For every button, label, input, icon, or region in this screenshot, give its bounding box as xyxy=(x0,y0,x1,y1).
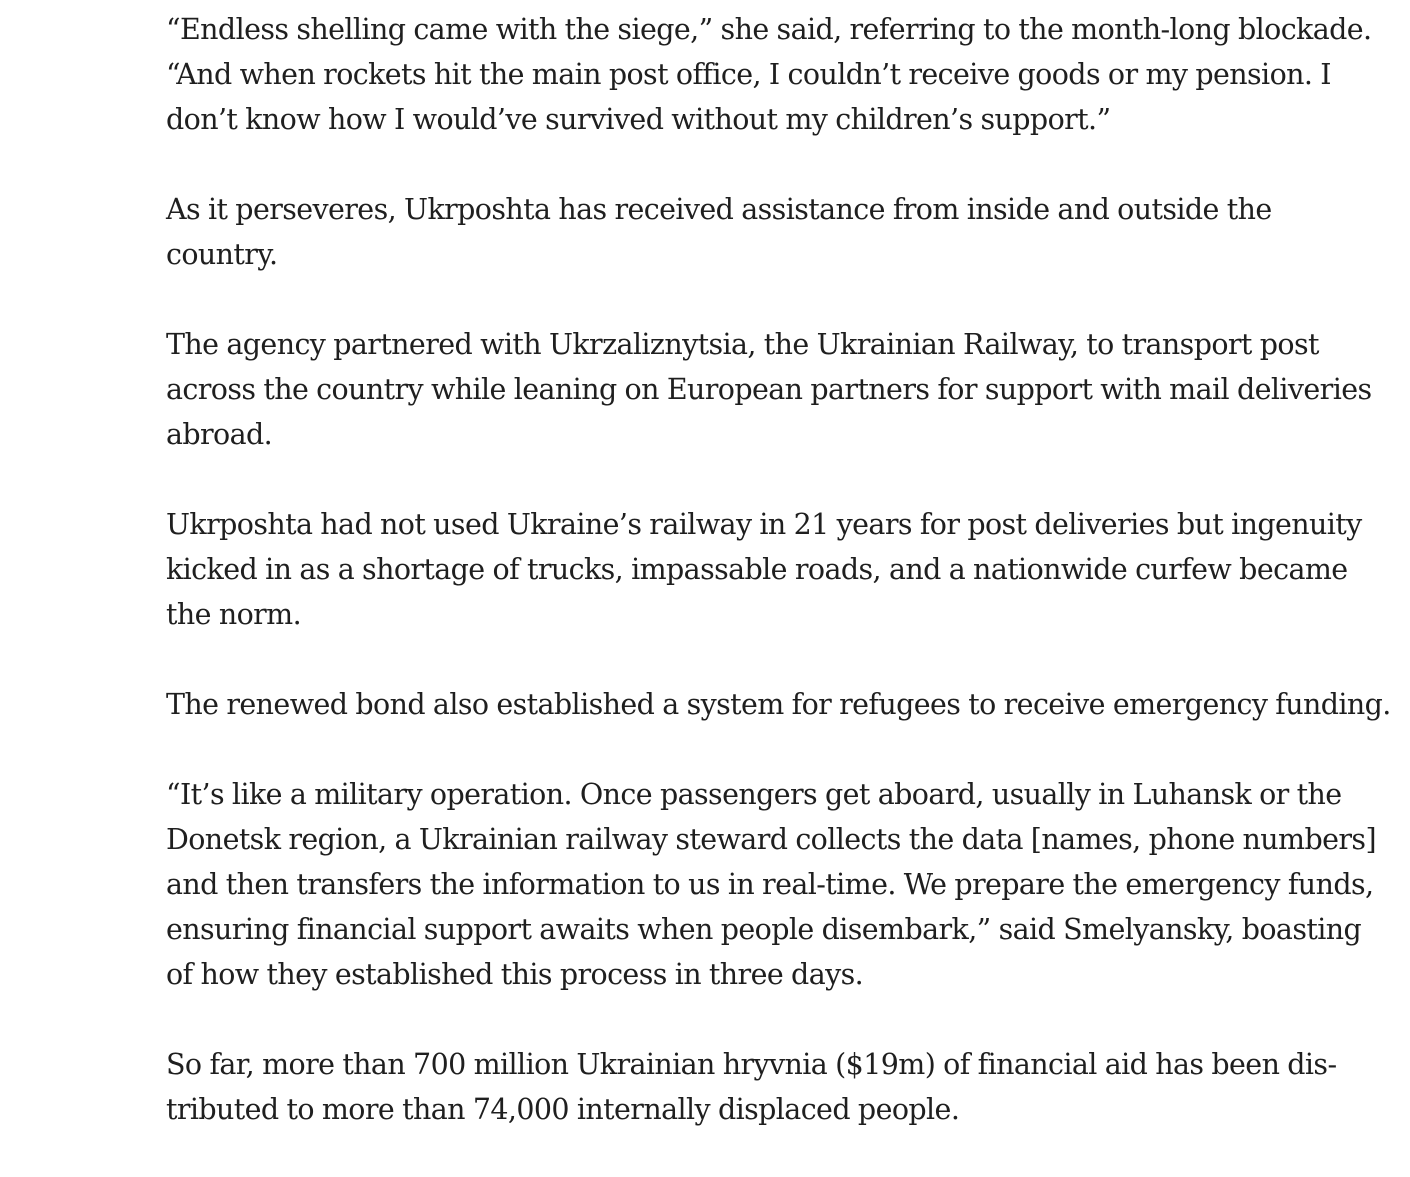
text-line: The renewed bond also established a system for refugees to receive emergency funding. xyxy=(166,688,1391,721)
paragraph-financial-aid xyxy=(166,1042,1337,1132)
text-line: “And when rockets hit the main post office, I couldn’t receive goods or my pension. I xyxy=(166,58,1331,91)
paragraph-refugee-funding xyxy=(166,682,1391,727)
text-line: “It’s like a military operation. Once passengers get aboard, usually in Luhansk or the xyxy=(166,778,1342,811)
text-line: don’t know how I would’ve survived without my children’s support.” xyxy=(166,103,1111,136)
text-line: Donetsk region, a Ukrainian railway steward collects the data [names, phone numbers] xyxy=(166,823,1376,856)
article-body xyxy=(166,7,1391,1177)
text-line: country. xyxy=(166,238,278,271)
paragraph-siege-quote xyxy=(166,7,1372,142)
text-line: the norm. xyxy=(166,598,302,631)
text-line: Ukrposhta had not used Ukraine’s railway in 21 years for post deliveries but ingenuity xyxy=(166,508,1362,541)
text-line: ensuring financial support awaits when people disembark,” said Smelyansky, boasting xyxy=(166,913,1362,946)
text-line: “Endless shelling came with the siege,” she said, referring to the month-long blockade. xyxy=(166,13,1372,46)
text-line: So far, more than 700 million Ukrainian hryvnia ($19m) of financial aid has been dis- xyxy=(166,1048,1337,1081)
text-line: across the country while leaning on European partners for support with mail deliveries xyxy=(166,373,1372,406)
text-line: tributed to more than 74,000 internally displaced people. xyxy=(166,1093,960,1126)
paragraph-military-operation-quote xyxy=(166,772,1376,997)
text-line: The agency partnered with Ukrzaliznytsia, the Ukrainian Railway, to transport post xyxy=(166,328,1319,361)
text-line: of how they established this process in three days. xyxy=(166,958,864,991)
paragraph-assistance xyxy=(166,187,1326,277)
text-line: kicked in as a shortage of trucks, impassable roads, and a nationwide curfew became xyxy=(166,553,1348,586)
text-line: and then transfers the information to us in real-time. We prepare the emergency funds, xyxy=(166,868,1374,901)
paragraph-railway-partnership xyxy=(166,322,1372,457)
text-line: As it perseveres, Ukrposhta has received assistance from inside and outside the xyxy=(166,193,1272,226)
paragraph-ingenuity xyxy=(166,502,1362,637)
text-line: abroad. xyxy=(166,418,273,451)
